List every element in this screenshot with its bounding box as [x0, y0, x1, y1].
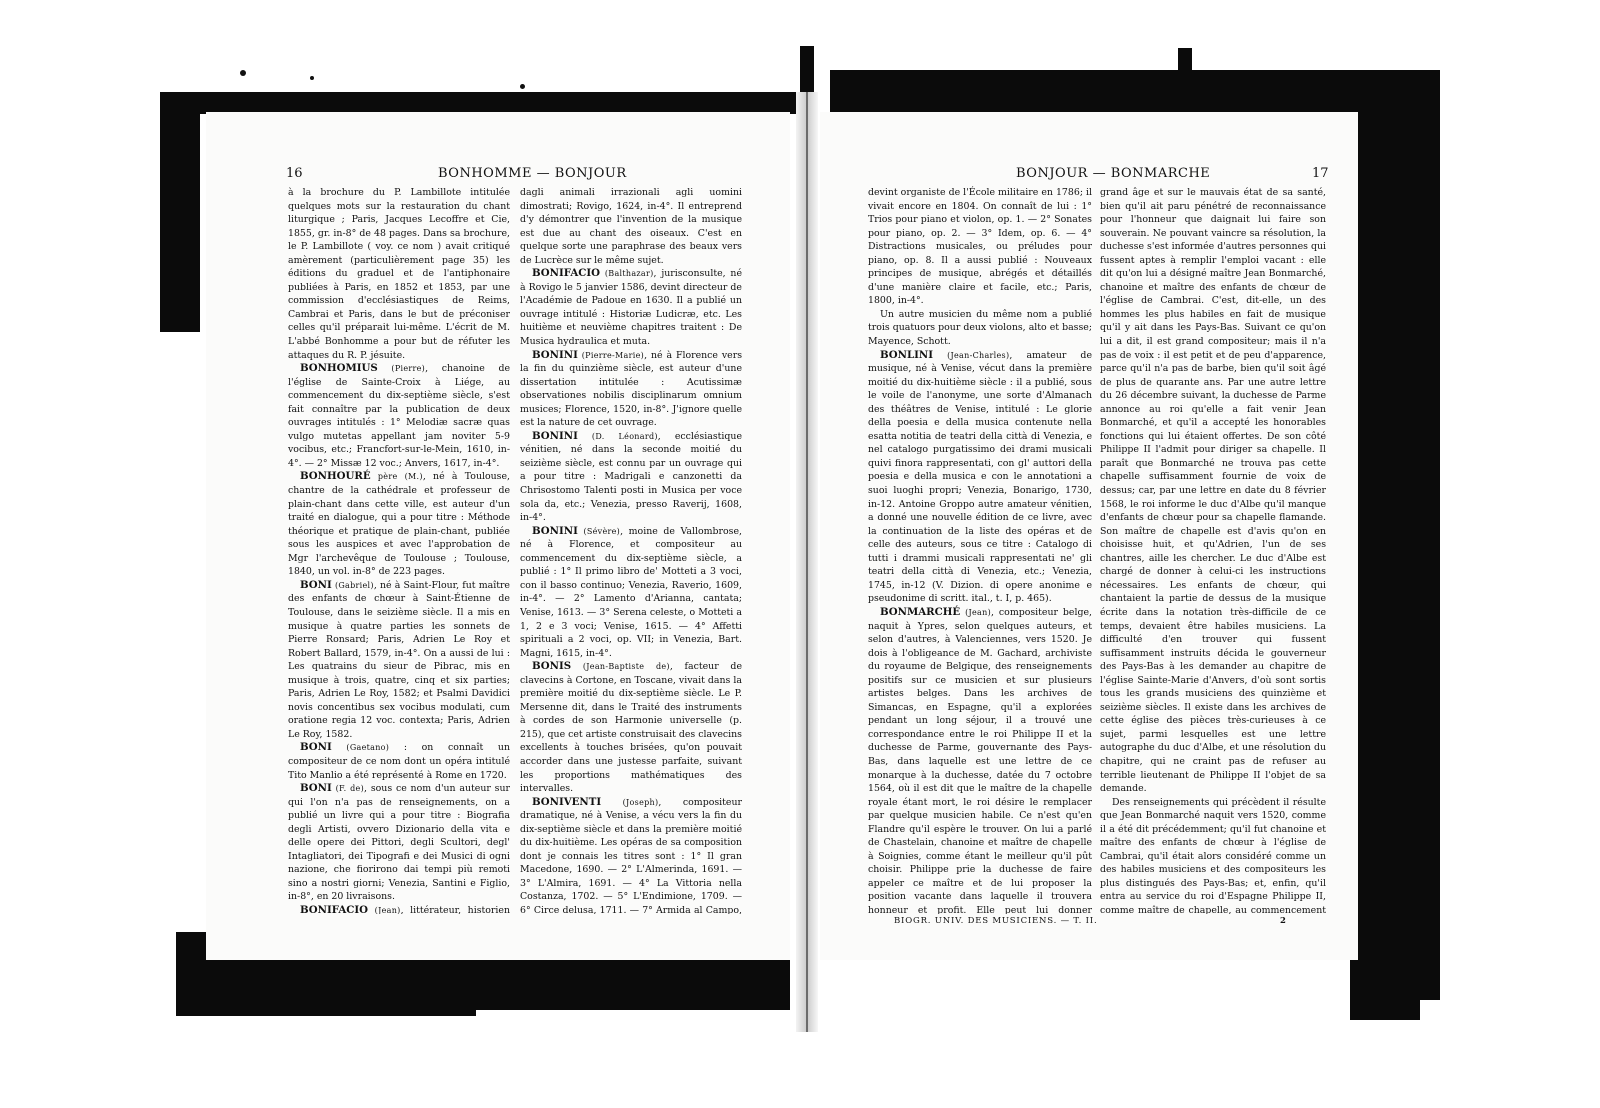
entry-headword: BONINI — [532, 348, 578, 361]
entry-qualifier: (Joseph) — [622, 797, 659, 807]
dictionary-entry — [520, 525, 742, 660]
paragraph — [868, 186, 1092, 308]
entry-qualifier: (F. de) — [335, 784, 365, 794]
dictionary-entry — [868, 349, 1092, 606]
left-running-head: BONHOMME — BONJOUR — [438, 166, 627, 181]
entry-text: Un autre musicien du même nom a publié trois quatuors pour deux violons, alto et basse; Mayence, Schott. — [868, 308, 1092, 348]
entry-qualifier: (Jean-Charles) — [947, 350, 1010, 360]
footer-signature-mark: 2 — [1280, 916, 1287, 926]
paragraph — [868, 308, 1092, 349]
dictionary-entry — [288, 470, 510, 578]
entry-text: , sous ce nom d'un auteur sur qui l'on n'a pas de renseignements, on a publié un livre qui a pour titre : Biografia degli Artisti, ovvero Dizionario della vita e delle opere dei Pittori, degli Scultori, degl' Intagliatori, dei Tipografi e dei Musici di ogni nazione, che fiorirono dai tempi più remoti sino a nostri giorni; Venezia, Santini e Figlio, in-8°, en 20 livraisons. — [288, 783, 510, 903]
scan-speck — [520, 84, 525, 89]
entry-text: , amateur de musique, né à Venise, vécut dans la première moitié du dix-huitième siècle : il a publié, sous le voile de l'anonyme, une sorte d'Almanach des théâtres de Venise, intitulé : Le glorie della poesia e della musica contenute nella esatta notitia de teatri della città di Venezia, e nel catalogo purgatissimo dei drami musicali quivi finora rappresentati, con gl' auttori della poesia e della musica e con le annotationi a suoi luoghi propri; Venezia, Bonarigo, 1730, in-12. Antoine Groppo autre amateur vénitien, a donné une nouvelle édition de ce livre, avec la continuation de la liste des opéras et de celle des auteurs, sous ce titre : Catalogo di tutti i drammi musicali rappresentati ne' gli teatri della città di Venezia, etc.; Venezia, 1745, in-12 (V. Dizion. di opere anonime e pseudonime di scritt. ital., t. I, p. 465). — [868, 349, 1092, 605]
dictionary-entry — [520, 430, 742, 525]
entry-headword: BONINI — [532, 429, 578, 442]
entry-text: : on connaît un compositeur de ce nom dont un opéra intitulé Tito Manlio a été représenté à Rome en 1720. — [288, 742, 510, 781]
entry-qualifier: père (M.) — [377, 472, 423, 482]
right-running-head: BONJOUR — BONMARCHE — [1016, 166, 1211, 181]
paragraph — [520, 186, 742, 267]
scan-shadow-left-top — [168, 92, 798, 114]
entry-qualifier: (Gabriel) — [334, 580, 374, 590]
left-page-column-2 — [520, 186, 742, 914]
dictionary-entry — [288, 782, 510, 904]
entry-qualifier: (Jean-Baptiste de) — [582, 662, 670, 672]
right-page-column-1 — [868, 186, 1092, 914]
entry-qualifier: (D. Léonard) — [591, 431, 658, 441]
left-page-number: 16 — [286, 166, 303, 181]
paragraph — [1100, 186, 1326, 796]
entry-qualifier: (Balthazar) — [604, 269, 654, 279]
entry-headword: BONHOURÉ — [300, 470, 371, 483]
footer-signature: BIOGR. UNIV. DES MUSICIENS. — T. II. — [894, 916, 1098, 926]
entry-text: , littérateur, historien — [400, 904, 510, 914]
scan-tab-right — [1178, 48, 1192, 78]
entry-headword: BONI — [300, 782, 332, 795]
entry-headword: BONMARCHÉ — [880, 605, 961, 618]
entry-headword: BONIS — [532, 660, 572, 673]
entry-headword: BONIVENTI — [532, 795, 602, 808]
dictionary-entry — [868, 606, 1092, 914]
entry-text: , chanoine de l'église de Sainte-Croix à Liége, au commencement du dix-septième siècle, s'est fait connaître par la publication de deux ouvrages intitulés : 1° Melodiæ sacræ quas vulgo mutetas appellant jam noviter 5-9 vocibus, etc.; Francfort-sur-le-Mein, 1610, in-4°. — 2° Missæ 12 voc.; Anvers, 1617, in-4°. — [288, 363, 510, 469]
dictionary-entry — [288, 579, 510, 742]
paragraph — [1100, 796, 1326, 914]
entry-text: , moine de Vallombrose, né à Florence, et compositeur au commencement du dix-septième siècle, a publié : 1° Il primo libro de' Motteti a 3 voci, con il basso continuo; Venezia, Raverio, 1609, in-4°. — 2° Lamento d'Arianna, cantata; Venise, 1613. — 3° Serena celeste, o Motteti a 1, 2 e 3 voci; Venise, 1615. — 4° Affetti spirituali a 2 voci, op. VII; in Venezia, Bart. Magni, 1615, in-4°. — [520, 525, 742, 659]
dictionary-entry — [520, 267, 742, 348]
paragraph — [288, 186, 510, 362]
dictionary-entry — [288, 741, 510, 782]
entry-text: à la brochure du P. Lambillote intitulée quelques mots sur la restauration du chant liturgique ; Paris, Jacques Lecoffre et Cie, 1855, gr. in-8° de 48 pages. Dans sa brochure, le P. Lambillote ( voy. ce nom ) avait critiqué amèrement (particulièrement page 35) les éditions du graduel et de l'antiphonaire publiées à Paris, en 1852 et 1853, par une commission d'ecclésiastiques de Reims, Cambrai et Paris, dans le but de préconiser celles qu'il préparait lui-même. L'écrit de M. L'abbé Bonhomme a pour but de réfuter les attaques du R. P. jésuite. — [288, 187, 510, 361]
entry-text: grand âge et sur le mauvais état de sa santé, bien qu'il ait paru pénétré de reconnaissance pour l'honneur que daignait lui faire son souverain. Ne pouvant vaincre sa résolution, la duchesse s'est informée d'autres personnes qui fussent aptes à remplir l'emploi vacant : elle dit qu'on lui a désigné maître Jean Bonmarché, chanoine et maître des enfants de chœur de l'église de Cambrai. C'est, dit-elle, un des hommes les plus habiles en fait de musique qu'il y ait dans les Pays-Bas. Suivant ce qu'on lui a dit, il est grand compositeur; mais il n'a pas de voix : il est petit et de peu d'apparence, parce qu'il n'a pas de barbe, bien qu'il soit âgé de plus de quarante ans. Par une autre lettre du 26 décembre suivant, la duchesse de Parme annonce au roi qu'elle a fait venir Jean Bonmarché, et qu'il a accepté les honorables fonctions qui lui étaient offertes. De son côté Philippe II l'admit pour diriger sa chapelle. Il paraît que Bonmarché ne trouva pas cette chapelle suffisamment fournie de voix de dessus; car, par une lettre en date du 8 février 1568, le roi informe le duc d'Albe qu'il manque d'enfants de chœur pour sa chapelle flamande. Son maître de chapelle est d'avis qu'on en choisisse huit, et qu'Adrien, l'un de ses chantres, aille les chercher. Le duc d'Albe est chargé de donner à celui-ci les instructions nécessaires. Les enfants de chœur, qui chantaient la partie de dessus de la musique écrite dans la notation très-difficile de ce temps, devaient être habiles musiciens. La difficulté d'en trouver qui fussent suffisamment instruits décida le gouverneur des Pays-Bas à les demander au chapitre de l'église Sainte-Marie d'Anvers, d'où sont sortis tous les grands musiciens des quinzième et seizième siècles. Il existe dans les archives de cette église des pièces très-curieuses à ce sujet, parmi lesquelles est une lettre autographe du duc d'Albe, et une résolution du chapitre, qui ne craint pas de refuser au terrible lieutenant de Philippe II l'objet de sa demande. — [1100, 187, 1326, 795]
entry-text: , ecclésiastique vénitien, né dans la seconde moitié du seizième siècle, est connu par un ouvrage qui a pour titre : Madrigali e canzonetti da Chrisostomo Talenti posti in Musica per voce sola da, etc.; Venezia, presso Raverij, 1608, in-4°. — [520, 430, 742, 524]
entry-qualifier: (Gaetano) — [346, 743, 390, 753]
entry-text: , compositeur belge, naquit à Ypres, selon quelques auteurs, et selon d'autres, à Valenciennes, vers 1520. Je dois à l'obligeance de M. Gachard, archiviste du royaume de Belgique, des renseignements positifs sur ce musicien et sur plusieurs artistes belges. Dans les archives de Simancas, en Espagne, qu'il a explorées pendant un long séjour, il a trouvé une correspondance entre le roi Philippe II et la duchesse de Parme, gouvernante des Pays-Bas, dans laquelle est une lettre de ce monarque à la duchesse, datée du 7 octobre 1564, où il est dit que le maître de la chapelle royale étant mort, le roi désire le remplacer par quelque musicien habile. Ce n'est qu'en Flandre qu'il espère le trouver. On lui a parlé de Chastelain, chanoine et maître de chapelle à Soignies, comme étant le meilleur qu'il pût choisir. Philippe prie la duchesse de faire appeler ce maître et de lui proposer la position vacante dans laquelle il trouvera honneur et profit. Elle peut lui donner — [868, 606, 1092, 914]
scan-shadow-left-bottom2 — [460, 960, 790, 1010]
scan-shadow-right-top — [830, 70, 1430, 114]
entry-text: , né à Saint-Flour, fut maître des enfants de chœur à Saint-Étienne de Toulouse, dans le seizième siècle. Il a mis en musique à quatre parties les sonnets de Pierre Ronsard; Paris, Adrien Le Roy et Robert Ballard, 1579, in-4°. On a aussi de lui : Les quatrains du sieur de Pibrac, mis en musique à trois, quatre, cinq et six parties; Paris, Adrien Le Roy, 1582; et Psalmi Davidici novis concentibus sex vocibus modulati, cum oratione regia 12 voc. contexta; Paris, Adrien Le Roy, 1582. — [288, 579, 510, 740]
book-gutter — [796, 92, 818, 1032]
entry-text: devint organiste de l'École militaire en 1786; il vivait encore en 1804. On connaît de lui : 1° Trios pour piano et violon, op. 1. — 2° Sonates pour piano, op. 2. — 3° Idem, op. 6. — 4° Distractions musicales, ou préludes pour piano, op. 8. Il a aussi publié : Nouveaux principes de musique, abrégés et détaillés d'une manière claire et facile, etc.; Paris, 1800, in-4°. — [868, 187, 1092, 307]
dictionary-entry — [520, 660, 742, 795]
entry-headword: BONHOMIUS — [300, 362, 378, 375]
entry-text: dagli animali irrazionali agli uomini dimostrati; Rovigo, 1624, in-4°. Il entreprend d'y démontrer que l'invention de la musique est due au chant des oiseaux. C'est en quelque sorte une paraphrase des beaux vers de Lucrèce sur le même sujet. — [520, 187, 742, 266]
entry-qualifier: (Pierre-Marie) — [581, 350, 645, 360]
scan-shadow-right-edge — [1356, 70, 1440, 1000]
entry-headword: BONI — [300, 578, 332, 591]
entry-headword: BONLINI — [880, 348, 933, 361]
left-page-column-1 — [288, 186, 510, 914]
entry-text: , compositeur dramatique, né à Venise, a vécu vers la fin du dix-septième siècle et dans la première moitié du dix-huitième. Les opéras de sa composition dont je connais les titres sont : 1° Il gran Macedone, 1690. — 2° L'Almerinda, 1691. — 3° L'Almira, 1691. — 4° La Vittoria nella Costanza, 1702. — 5° L'Endimione, 1709. — 6° Circe delusa, 1711. — 7° Armida al Campo, — [520, 796, 742, 914]
entry-qualifier: (Jean) — [965, 607, 991, 617]
dictionary-entry — [288, 362, 510, 470]
dictionary-entry — [520, 796, 742, 914]
scan-speck — [240, 70, 246, 76]
entry-text: , né à Toulouse, chantre de la cathédrale et professeur de plain-chant dans cette ville, est auteur d'un traité en dialogue, qui a pour titre : Méthode théorique et pratique de plain-chant, publiée sous les auspices et avec l'approbation de Mgr l'archevêque de Toulouse ; Toulouse, 1840, un vol. in-8° de 223 pages. — [288, 471, 510, 578]
entry-qualifier: (Jean) — [374, 905, 401, 914]
entry-headword: BONIFACIO — [300, 903, 369, 914]
entry-headword: BONINI — [532, 524, 578, 537]
scan-speck — [310, 76, 314, 80]
entry-headword: BONIFACIO — [532, 267, 601, 280]
right-page-column-2 — [1100, 186, 1326, 914]
dictionary-entry — [288, 904, 510, 914]
scan-shadow-right-bottom — [1350, 930, 1420, 1020]
entry-text: , facteur de clavecins à Cortone, en Toscane, vivait dans la première moitié du dix-septième siècle. Le P. Mersenne dit, dans le Traité des instruments à cordes de son Harmonie universelle (p. 215), que cet artiste construisait des clavecins excellents à touches brisées, qu'on pouvait accorder dans une justesse parfaite, suivant les proportions mathématiques des intervalles. — [520, 661, 742, 795]
entry-text: , jurisconsulte, né à Rovigo le 5 janvier 1586, devint directeur de l'Académie de Padoue en 1630. Il a publié un ouvrage intitulé : Historiæ Ludicræ, etc. Les huitième et neuvième chapitres traitent : De Musica hydraulica et muta. — [520, 268, 742, 348]
right-page-number: 17 — [1312, 166, 1329, 181]
entry-qualifier: (Sévère) — [583, 526, 621, 536]
entry-text: , né à Florence vers la fin du quinzième siècle, est auteur d'une dissertation intitulée : Acutissimæ observationes nobilis disciplinarum omnium musices; Florence, 1520, in-8°. J'ignore quelle est la nature de cet ouvrage. — [520, 349, 742, 429]
entry-qualifier: (Pierre) — [391, 364, 426, 374]
dictionary-entry — [520, 349, 742, 430]
entry-text: Des renseignements qui précèdent il résulte que Jean Bonmarché naquit vers 1520, comme il a été dit précédemment; qu'il fut chanoine et maître des enfants de chœur à l'église de Cambrai, qu'il était alors considéré comme un des habiles musiciens et des compositeurs les plus distingués des Pays-Bas; et, enfin, qu'il entra au service du roi d'Espagne Philippe II, comme maître de chapelle, au commencement — [1100, 796, 1326, 914]
scan-shadow-left-edge — [160, 92, 200, 332]
entry-headword: BONI — [300, 741, 332, 754]
